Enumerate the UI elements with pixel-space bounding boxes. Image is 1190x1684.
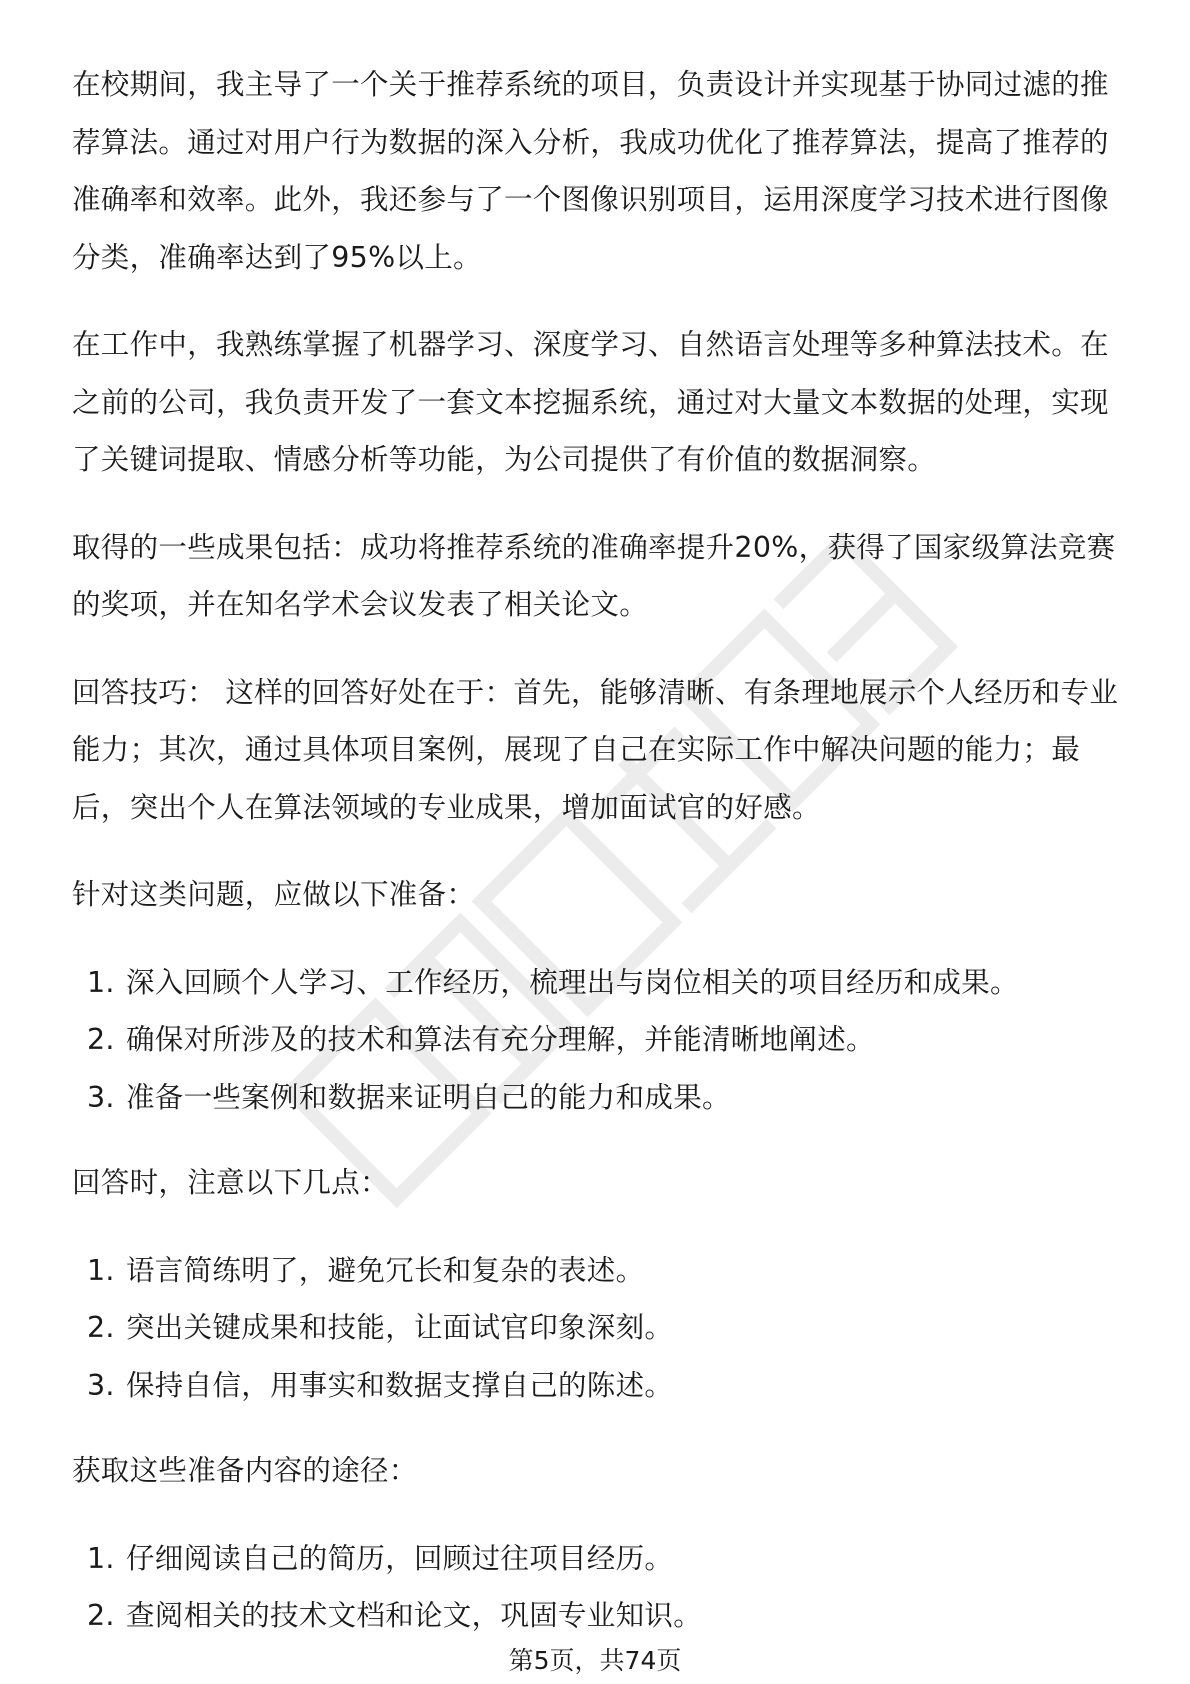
document-body	[72, 56, 1132, 1673]
paragraph-notes-heading: 回答时，注意以下几点：	[72, 1166, 389, 1199]
paragraph-school-project: 在校期间，我主导了一个关于推荐系统的项目，负责设计并实现基于协同过滤的推荐算法。通过对用户行为数据的深入分析，我成功优化了推荐算法，提高了推荐的准确率和效率。此外，我还参与了一个图像识别项目，运用深度学习技术进行图像分类，准确率达到了95%以上。	[72, 68, 1109, 274]
list-item: 2. 查阅相关的技术文档和论文，巩固专业知识。	[87, 1599, 703, 1632]
paragraph-sources-heading: 获取这些准备内容的途径：	[72, 1454, 418, 1487]
notes-list	[72, 1242, 1132, 1415]
list-item: 1. 语言简练明了，避免冗长和复杂的表述。	[87, 1253, 645, 1287]
prepare-list	[72, 954, 1132, 1127]
list-item: 1. 仔细阅读自己的简历，回顾过往项目经历。	[87, 1541, 674, 1575]
paragraph-achievements: 取得的一些成果包括：成功将推荐系统的准确率提升20%，获得了国家级算法竞赛的奖项，并在知名学术会议发表了相关论文。	[72, 530, 1116, 621]
sources-list	[72, 1530, 1132, 1645]
paragraph-prepare-heading: 针对这类问题，应做以下准备：	[72, 878, 476, 911]
list-item: 2. 突出关键成果和技能，让面试官印象深刻。	[87, 1311, 674, 1344]
paragraph-work-experience: 在工作中，我熟练掌握了机器学习、深度学习、自然语言处理等多种算法技术。在之前的公司，我负责开发了一套文本挖掘系统，通过对大量文本数据的处理，实现了关键词提取、情感分析等功能，为公司提供了有价值的数据洞察。	[72, 328, 1109, 476]
page-number: 第5页，共74页	[508, 1646, 682, 1675]
paragraph-answer-tips: 回答技巧： 这样的回答好处在于：首先，能够清晰、有条理地展示个人经历和专业能力；其次，通过具体项目案例，展现了自己在实际工作中解决问题的能力；最后，突出个人在算法领域的专业成果，增加面试官的好感。	[72, 675, 1119, 824]
list-item: 1. 深入回顾个人学习、工作经历，梳理出与岗位相关的项目经历和成果。	[87, 965, 1019, 999]
list-item: 3. 准备一些案例和数据来证明自己的能力和成果。	[87, 1080, 731, 1114]
list-item: 3. 保持自信，用事实和数据支撑自己的陈述。	[87, 1368, 674, 1402]
list-item: 2. 确保对所涉及的技术和算法有充分理解，并能清晰地阐述。	[87, 1023, 875, 1056]
